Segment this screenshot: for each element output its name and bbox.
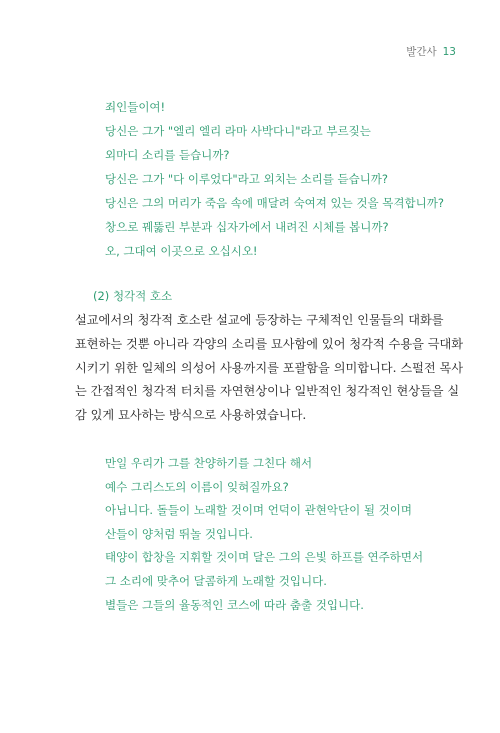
quote-line: 그 소리에 맞추어 달콤하게 노래할 것입니다. <box>105 573 327 588</box>
paragraph-line: 는 간접적인 청각적 터치를 자연현상이나 일반적인 청각적인 현상들을 실 <box>75 384 460 399</box>
paragraph-line: 설교에서의 청각적 호소란 설교에 등장하는 구체적인 인물들의 대화를 <box>75 313 444 327</box>
quote-line: 오, 그대여 이곳으로 오십시오! <box>105 244 258 258</box>
quoted-sermon-excerpt-1 <box>105 95 475 263</box>
quote-line: 당신은 그의 머리가 죽음 속에 매달려 숙여져 있는 것을 목격합니까? <box>105 196 444 210</box>
quote-line: 예수 그리스도의 이름이 잊혀질까요? <box>105 479 289 494</box>
running-header <box>406 44 456 59</box>
quote-line: 당신은 그가 "다 이루었다"라고 외치는 소리를 듣습니까? <box>105 172 389 186</box>
quote-line: 당신은 그가 "엘리 엘리 라마 사박다니"라고 부르짖는 <box>105 124 371 138</box>
quote-line: 태양이 합창을 지휘할 것이며 달은 그의 은빛 하프를 연주하면서 <box>105 550 424 565</box>
quote-line: 산들이 양처럼 뛰놀 것입니다. <box>105 526 253 541</box>
page-number: 13 <box>442 46 456 58</box>
quote-line: 만일 우리가 그를 찬양하기를 그친다 해서 <box>105 456 313 470</box>
quote-line: 죄인들이여! <box>105 100 166 114</box>
body-paragraph <box>75 309 464 428</box>
header-title: 발간사 <box>406 46 437 58</box>
paragraph-line: 감 있게 묘사하는 방식으로 사용하였습니다. <box>75 408 307 423</box>
section-heading: (2) 청각적 호소 <box>93 289 173 303</box>
quoted-sermon-excerpt-2 <box>105 452 475 617</box>
quote-line: 아닙니다. 돌들이 노래할 것이며 언덕이 관현악단이 될 것이며 <box>105 503 412 518</box>
paragraph-line: 시키기 위한 일체의 의성어 사용까지를 포괄함을 의미합니다. 스펄전 목사 <box>75 360 464 375</box>
quote-line: 창으로 꿰뚫린 부분과 십자가에서 내려진 시체를 봅니까? <box>105 220 389 234</box>
paragraph-line: 표현하는 것뿐 아니라 각양의 소리를 묘사함에 있어 청각적 수용을 극대화 <box>75 336 464 351</box>
quote-line: 외마디 소리를 듣습니까? <box>105 148 230 162</box>
quote-line: 별들은 그들의 율동적인 코스에 따라 춤출 것입니다. <box>105 597 364 612</box>
